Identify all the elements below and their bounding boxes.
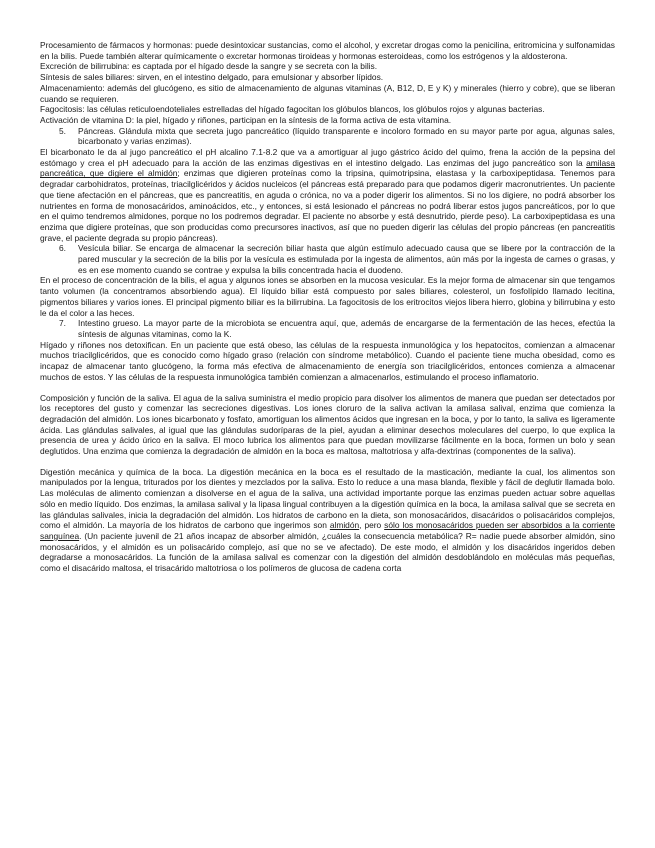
- paragraph-saliva: Composición y función de la saliva. El agua de la saliva suministra el medio propicio para disolver los alimentos de manera que puedan ser detectados por los receptores del gusto y comenzar las secreciones digestivas. Los iones cloruro de la saliva activan la amilasa salival, enzima que comienza la degradación del almidón. Los iones bicarbonato y fosfato, amortiguan los alimentos ácidos que ingresan en la boca, y por lo tanto, la saliva es ligeramente ácida. Las glándulas salivales, al igual que las glándulas sudoríparas de la piel, ayudan a eliminar desechos moleculares del cuerpo, lo que explica la presencia de urea y ácido úrico en la saliva. El moco lubrica los alimentos para que puedan movilizarse fácilmente en la boca, formen un bolo y sean deglutidos. Una enzima que comienza la degradación de almidón en la boca es maltosa, maltotriosa y alfa-dextrinas (componentes de la saliva).: [40, 392, 615, 457]
- paragraph-storage: Almacenamiento: además del glucógeno, es sitio de almacenamiento de algunas vitaminas (A, B12, D, E y K) y minerales (hierro y cobre), que se liberan cuando se requieren.: [40, 82, 615, 104]
- paragraph-drug-processing: Procesamiento de fármacos y hormonas: puede desintoxicar sustancias, como el alcohol, y excretar drogas como la penicilina, eritromicina y sulfonamidas en la bilis. Puede también alterar químicamente o excretar hormonas tiroideas y hormonas esteroideas, como los estrógenos y la aldosterona.: [40, 40, 615, 61]
- paragraph-gap: [40, 457, 615, 467]
- text-run: Digestión mecánica y química de la boca. La digestión mecánica en la boca es el resultado de la masticación, mediante la cual, los alimentos son manipulados por la lengua, triturados por los dientes y mezclados por la saliva. Esto lo reduce a una masa blanda, flexible y fácil de deglutir llamada bolo. Las moléculas de alimento comienzan a disolverse en el agua de la saliva, una actividad importante porque las enzimas pueden actuar sobre aquellas sólo en medio líquido. Dos enzimas, la amilasa salival y la lipasa lingual contribuyen a la digestión química en la boca, la amilasa salival que se secreta en las glándulas salivales, inicia la degradación del almidón. Los hidratos de carbono en la dieta, son monosacáridos, disacáridos o polisacáridos complejos, como el almidón. La mayoría de los hidratos de carbono que ingerimos son: [40, 466, 615, 531]
- list-item-pancreas: [40, 126, 615, 147]
- paragraph-bilirubin-excretion: Excreción de bilirrubina: es captada por el hígado desde la sangre y se secreta con la bilis.: [40, 61, 378, 72]
- list-text: Páncreas. Glándula mixta que secreta jugo pancreático (líquido transparente e incoloro formado en su mayor parte por agua, algunas sales, bicarbonato y varias enzimas).: [78, 125, 615, 147]
- list-number: 7.: [59, 318, 66, 329]
- list-item-gallbladder: [40, 243, 615, 275]
- list-number: 5.: [59, 125, 66, 136]
- list-item-large-intestine: [40, 318, 615, 339]
- paragraph-phagocytosis: Fagocitosis: las células reticuloendoteliales estrelladas del hígado fagocitan los glóbulos blancos, los glóbulos rojos y algunas bacterias.: [40, 104, 545, 115]
- underlined-text: sólo los monosacáridos pueden ser absorbidos a la corriente sanguínea: [40, 520, 615, 541]
- underlined-text: almidón: [329, 520, 360, 531]
- list-text: Vesícula biliar. Se encarga de almacenar la secreción biliar hasta que algún estímulo adecuado causa que se libere por la contracción de la pared muscular y la secreción de la bilis por la vesícula es estimulada por la ingesta de alimentos, aún más por la ingesta de carnes o grasas, y es en ese momento cuando se contrae y expulsa la bilis concentrada hacia el duodeno.: [78, 243, 615, 275]
- list-number: 6.: [59, 243, 66, 254]
- text-run: , pero: [359, 520, 385, 531]
- paragraph-mouth-digestion: [40, 467, 615, 574]
- paragraph-bile-concentration: En el proceso de concentración de la bilis, el agua y algunos iones se absorben en la mucosa vesicular. Es la mejor forma de almacenar sin que tengamos tanto volumen (la concentramos absorbiendo agua). El líquido biliar está compuesto por sales biliares, colesterol, un fosfolípido llamado lecitina, pigmentos biliares y varios iones. El principal pigmento biliar es la bilirrubina. La fagocitosis de los eritrocitos viejos libera hierro, globina y bilirrubina y esto le da el color a las heces.: [40, 275, 615, 318]
- text-run: ; enzimas que digieren proteínas como la tripsina, quimotripsina, elastasa y la carboxipeptidasa. Tenemos para degradar carbohidratos, proteínas, triacilglicéridos y ácidos nucleicos (el páncreas está preparado para que podamos digerir macronutrientes. Un paciente que tiene afectación en el páncreas, que es pancreatitis, en aguda o crónica, no va a poder digerir los alimentos. Si no los digiere, no podrá absorber los nutrientes en forma de monosacáridos, aminoácidos, etc., y entonces, si está lesionado el páncreas no podrá liberar estos jugos pancreáticos, por lo que en el quimo tendremos almidones, porque no los podremos degradar. El paciente no absorbe y está desnutrido, pierde peso). La carboxipeptidasa es una enzima que digiere proteínas, que son producidas como precursores inactivos, así que no pueden digerir las células del propio páncreas (en pancreatitis grave, el paciente degrada su propio páncreas).: [40, 168, 615, 243]
- paragraph-gap: [40, 383, 615, 393]
- underlined-text: amilasa pancreática, que digiere el almidón: [40, 157, 615, 179]
- text-run: . (Un paciente juvenil de 21 años incapaz de absorber almidón, ¿cuáles la consecuencia metabólica? R= nadie puede absorber almidón, sino monosacáridos, y el almidón es un polisacárido complejo, así que no se ve afectado). De este modo, el almidón y los disacáridos ingeridos deben degradarse a monosacáridos. La función de la amilasa salival es comenzar con la digestión del almidón desdoblándolo en moléculas más pequeñas, como el disacárido maltosa, el trisacárido maltotriosa o los polímeros de glucosa de cadena corta: [40, 530, 615, 574]
- text-run: El bicarbonato le da al jugo pancreático el pH alcalino 7.1-8.2 que va a amortiguar al jugo gástrico ácido del quimo, frena la acción de la pepsina del estómago y crea el pH adecuado para la acción de las enzimas digestivas en el intestino delgado. Las enzimas del jugo pancreático son la: [40, 147, 615, 168]
- paragraph-bicarbonate: [40, 147, 615, 243]
- paragraph-liver-kidneys: Hígado y riñones nos detoxifican. En un paciente que está obeso, las células de la respuesta inmunológica y los hepatocitos, comienzan a almacenar muchos triacilglicéridos, que es conocido como hígado graso (relación con síndrome metabólico). Cuando el paciente tiene mucha obesidad, como es incapaz de almacenar tanto glucógeno, la forma más efectiva de almacenamiento de energía son triacilglicéridos, entonces comienza a almacenar muchos de estos. Y las células de la respuesta inmunológica también comienzan a almacenarlos, estimulando el proceso inflamatorio.: [40, 339, 615, 382]
- paragraph-vitamin-d: Activación de vitamina D: la piel, hígado y riñones, participan en la síntesis de la forma activa de esta vitamina.: [40, 114, 452, 125]
- paragraph-bile-salts-synthesis: Síntesis de sales biliares: sirven, en el intestino delgado, para emulsionar y absorber lípidos.: [40, 72, 384, 83]
- list-text: Intestino grueso. La mayor parte de la microbiota se encuentra aquí, que, además de encargarse de la fermentación de las heces, efectúa la síntesis de algunas vitaminas, como la K.: [78, 318, 615, 339]
